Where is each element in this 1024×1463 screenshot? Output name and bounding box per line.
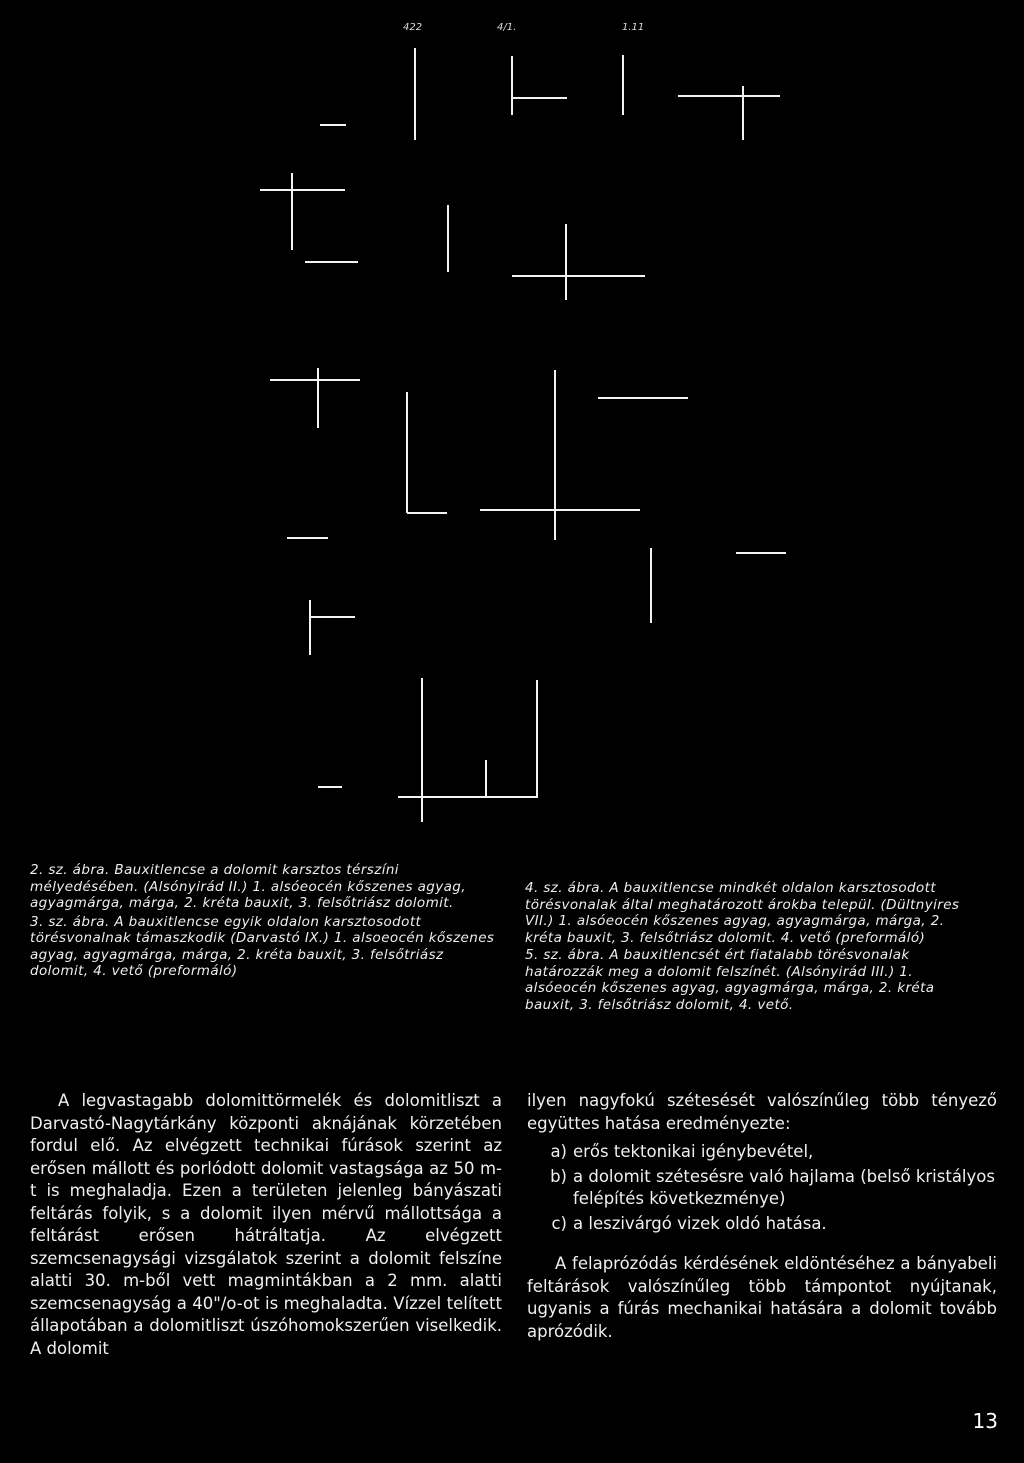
caption-column-right <box>525 880 985 1013</box>
list-item <box>527 1213 997 1236</box>
body-paragraph: A legvastagabb dolomittörmelék és dolomitliszt a Darvastó-Nagytárkány központi aknájának körzetében fordul elő. Az elvégzett technikai fúrások szerint az erősen mállott és porlódott dolomit vastagsága az 50 m-t is meghaladja. Ezen a területen jelenleg bányászati feltárás folyik, s a dolomit ilyen mérvű mállottsága a feltárást erősen hátráltatja. Az elvégzett szemcsenagysági vizsgálatok szerint a dolomit felszíne alatti 30. m-ből vett magmintákban a 2 mm. alatti szemcsenagyság a 40"/o-ot is meghaladta. Vízzel telített állapotában a dolomitliszt úszóhomokszerűen viselkedik. A dolomit <box>30 1091 502 1358</box>
page-number: 13 <box>972 1409 998 1433</box>
list-text: a leszivárgó vizek oldó hatása. <box>573 1213 827 1233</box>
list-item <box>527 1141 997 1164</box>
figure-caption: 4. sz. ábra. A bauxitlencse mindkét oldalon karsztosodott törésvonalak által meghatározott árokba települ. (Dültnyires VII.) 1. alsóeocén kőszenes agyag, agyagmárga, márga, 2. kréta bauxit, 3. felsőtriász dolomit. 4. vető (preformáló) <box>525 880 960 946</box>
figure-caption: 3. sz. ábra. A bauxitlencse egyik oldalon karsztosodott törésvonalnak támaszkodik (Darvastó IX.) 1. alsoeocén kőszenes agyag, agyagmárga, márga, 2. kréta bauxit, 3. felsőtriász dolomit, 4. vető (preformáló) <box>30 913 495 979</box>
body-column-left <box>30 1090 502 1360</box>
figure-label: 4/1. <box>497 22 517 33</box>
list-marker: a) <box>550 1142 567 1161</box>
figure-label: 422 <box>403 22 423 33</box>
list-text: erős tektonikai igénybevétel, <box>573 1142 814 1161</box>
list-item <box>527 1166 997 1211</box>
cause-list <box>527 1141 997 1235</box>
caption-column-left <box>30 862 500 980</box>
list-text: a dolomit szétesésre való hajlama (belső kristályos felépítés következménye) <box>573 1166 995 1208</box>
body-paragraph: A felaprózódás kérdésének eldöntéséhez a bányabeli feltárások valószínűleg több támpontot nyújtanak, ugyanis a fúrás mechanikai hatására a dolomit tovább aprózódik. <box>527 1254 997 1341</box>
body-column-right <box>527 1090 997 1343</box>
body-paragraph: ilyen nagyfokú szétesését valószínűleg több tényező együttes hatása eredményezte: <box>527 1091 997 1133</box>
list-marker: c) <box>551 1213 567 1233</box>
list-marker: b) <box>550 1166 567 1186</box>
figure-label: 1.11 <box>622 22 645 33</box>
figure-caption: 2. sz. ábra. Bauxitlencse a dolomit karsztos térszíni mélyedésében. (Alsónyirád II.) 1. alsóeocén kőszenes agyag, agyagmárga, márga, 2. kréta bauxit, 3. felsőtriász dolomit. <box>30 862 466 911</box>
figure-caption: 5. sz. ábra. A bauxitlencsét ért fiatalabb törésvonalak határozzák meg a dolomit felszínét. (Alsónyirád III.) 1. alsóeocén kőszenes agyag, agyagmárga, márga, 2. kréta bauxit, 3. felsőtriász dolomit, 4. vető. <box>525 947 935 1013</box>
